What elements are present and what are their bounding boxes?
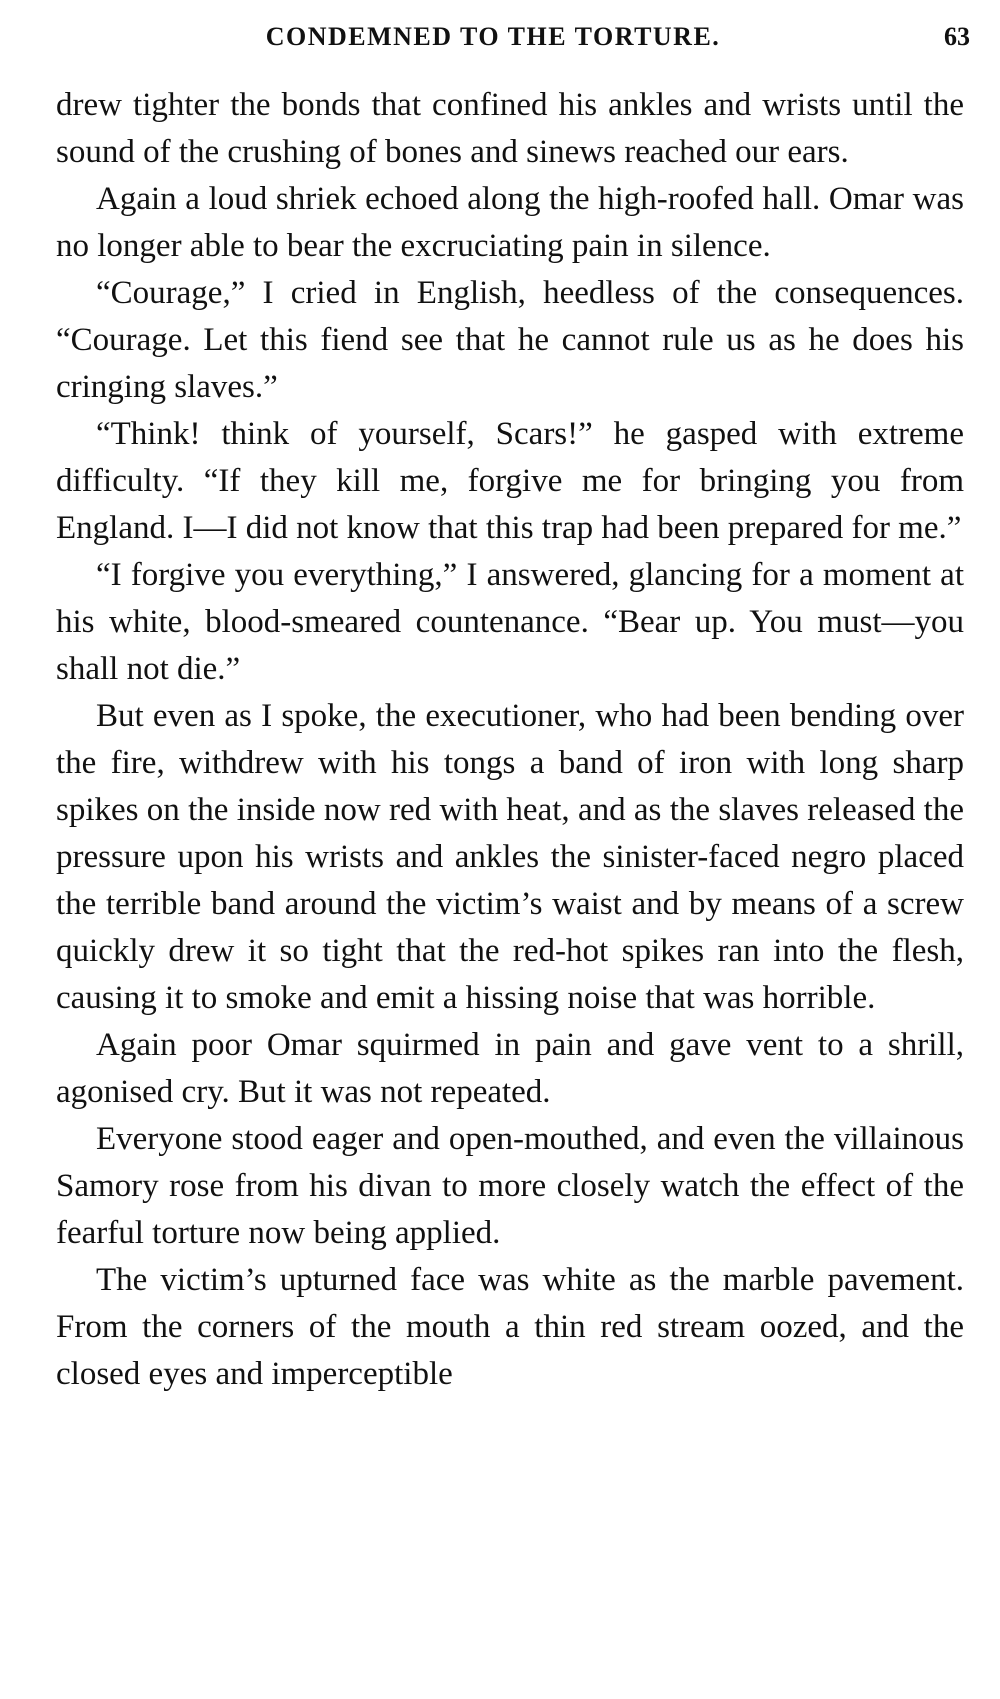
paragraph: But even as I spoke, the executioner, who had been bending over the fire, withdrew with his tongs a band of iron with long sharp spikes on the inside now red with heat, and as the slaves released the pressure upon his wrists and ankles the sinister-faced negro placed the terrible band around the victim’s waist and by means of a screw quickly drew it so tight that the red-hot spikes ran into the flesh, causing it to smoke and emit a hissing noise that was horrible. bbox=[56, 698, 964, 1016]
paragraph: Again poor Omar squirmed in pain and gave vent to a shrill, agonised cry. But it was not repeated. bbox=[56, 1027, 964, 1110]
paragraph: “Think! think of yourself, Scars!” he gasped with extreme difficulty. “If they kill me, forgive me for bringing you from England. I—I did not know that this trap had been prepared for me.” bbox=[56, 416, 964, 546]
running-head bbox=[56, 22, 970, 62]
paragraph: “Courage,” I cried in English, heedless of the consequences. “Courage. Let this fiend see that he cannot rule us as he does his cringing slaves.” bbox=[56, 275, 964, 405]
paragraph: The victim’s upturned face was white as the marble pavement. From the corners of the mouth a thin red stream oozed, and the closed eyes and imperceptible bbox=[56, 1262, 964, 1392]
body-text bbox=[56, 82, 964, 1398]
paragraph: “I forgive you everything,” I answered, glancing for a moment at his white, blood-smeared countenance. “Bear up. You must—you shall not die.” bbox=[56, 557, 964, 687]
paragraph: Again a loud shriek echoed along the high-roofed hall. Omar was no longer able to bear the excruciating pain in silence. bbox=[56, 181, 964, 264]
paragraph-continued: drew tighter the bonds that confined his ankles and wrists until the sound of the crushing of bones and sinews reached our ears. bbox=[56, 87, 964, 170]
paragraph: Everyone stood eager and open-mouthed, and even the villainous Samory rose from his divan to more closely watch the effect of the fearful torture now being applied. bbox=[56, 1121, 964, 1251]
running-title: CONDEMNED TO THE TORTURE. bbox=[265, 22, 721, 51]
page-number: 63 bbox=[944, 22, 970, 51]
